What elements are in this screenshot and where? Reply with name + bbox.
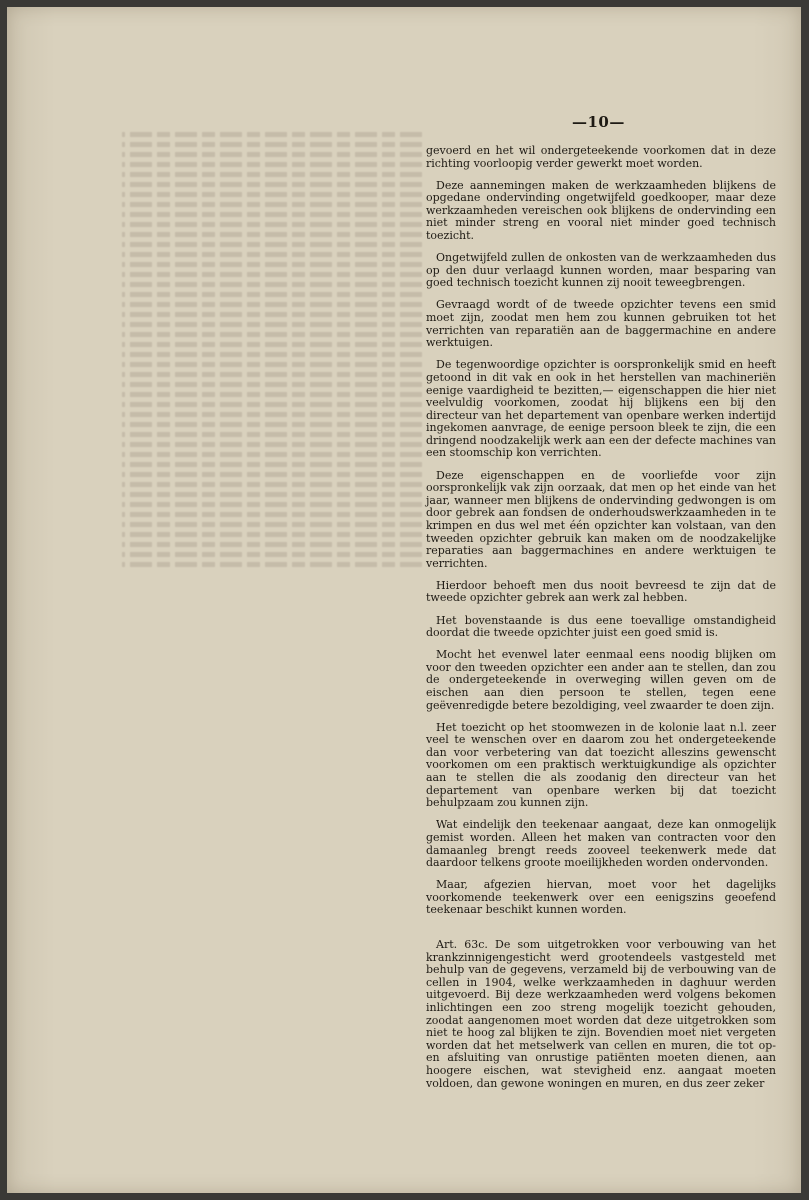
article-label: Art. 63c.: [436, 937, 488, 951]
article-text: De som uitgetrokken voor verbouwing van het krankzinnigengesticht werd grootendeels vastgesteld met behulp van de gegevens, verzameld bij de verbouwing van de cellen in 1904, welke werkzaamheden in daghuur werden uitgevoerd. Bij deze werkzaamheden werd volgens bekomen inlichtingen een zoo streng mogelijk toezicht gehouden, zoodat aangenomen moet worden dat deze uitgetrokken som niet te hoog zal blijken te zijn. Bovendien moet niet vergeten worden dat het metselwerk van cellen en muren, die tot op- en afsluiting van onrustige patiënten moeten dienen, aan hoogere eischen, wat stevigheid enz. aangaat moeten voldoen, dan gewone woningen en muren, en dus zeer zeker: [426, 937, 777, 1090]
paragraph: Deze aannemingen maken de werkzaamheden blijkens de opgedane ondervinding ongetwijfeld goedkooper, maar deze werkzaamheden vereischen ook blijkens de ondervinding een niet minder streng en vooral niet minder goed technisch toezicht.: [426, 178, 776, 243]
paragraph: Maar, afgezien hiervan, moet voor het dagelijks voorkomende teekenwerk over een eenigszins geoefend teekenaar beschikt kunnen worden.: [426, 878, 776, 917]
paragraph: Mocht het evenwel later eenmaal eens noodig blijken om voor den tweeden opzichter een ander aan te stellen, dan zou de ondergeteekende in overweging willen geven om de eischen aan dien persoon te stellen, tegen eene geëvenredigde betere bezoldiging, veel zwaarder te doen zijn.: [426, 648, 776, 712]
document-page: [7, 7, 801, 1193]
paragraph: De tegenwoordige opzichter is oorspronkelijk smid en heeft getoond in dit vak en ook in het herstellen van machineriën eenige vaardigheid te bezitten,— eigenschappen die hier niet veelvuldig voorkomen, zoodat hij blijkens een bij den directeur van het departement van openbare werken indertijd ingekomen aanvrage, de eenige persoon bleek te zijn, die een dringend noodzakelijk werk aan een der defecte machines van een stoomschip kon verrichten.: [426, 358, 776, 460]
paragraph: Gevraagd wordt of de tweede opzichter tevens een smid moet zijn, zoodat men hem zou kunnen gebruiken tot het verrichten van reparatiën aan de baggermachine en andere werktuigen.: [426, 298, 776, 350]
paragraph: gevoerd en het wil ondergeteekende voorkomen dat in deze richting voorloopig verder gewerkt moet worden.: [426, 144, 776, 170]
paragraph: Hierdoor behoeft men dus nooit bevreesd te zijn dat de tweede opzichter gebrek aan werk zal hebben.: [426, 578, 776, 605]
paragraph: Wat eindelijk den teekenaar aangaat, deze kan onmogelijk gemist worden. Alleen het maken van contracten voor den damaanleg brengt reeds zooveel teekenwerk mede dat daardoor telkens groote moeilijkheden worden ondervonden.: [426, 818, 776, 870]
paragraph: Het bovenstaande is dus eene toevallige omstandigheid doordat die tweede opzichter juist een goed smid is.: [426, 613, 776, 640]
paragraph: Het toezicht op het stoomwezen in de kolonie laat n.l. zeer veel te wenschen over en daarom zou het ondergeteekende dan voor verbetering van dat toezicht alleszins gewenscht voorkomen om een praktisch werktuigkundige als opzichter aan te stellen die als zoodanig den directeur van het departement van openbare werken bij dat toezicht behulpzaam zou kunnen zijn.: [426, 720, 776, 810]
body-text-column: [426, 145, 776, 1100]
page-number: —10—: [572, 113, 625, 131]
show-through-text: [122, 127, 422, 767]
paragraph: Deze eigenschappen en de voorliefde voor zijn oorspronkelijk vak zijn oorzaak, dat men op het einde van het jaar, wanneer men blijkens de ondervinding gedwongen is om door gebrek aan fondsen de onderhoudswerkzaamheden in te krimpen en dus wel met één opzichter kan volstaan, van den tweeden opzichter gebruik kan maken om de noodzakelijke reparaties aan baggermachines en andere werktuigen te verrichten.: [426, 468, 776, 570]
paragraph: Ongetwijfeld zullen de onkosten van de werkzaamheden dus op den duur verlaagd kunnen worden, maar besparing van goed technisch toezicht kunnen zij nooit teweegbrengen.: [426, 251, 776, 290]
article-paragraph: [426, 939, 776, 1090]
